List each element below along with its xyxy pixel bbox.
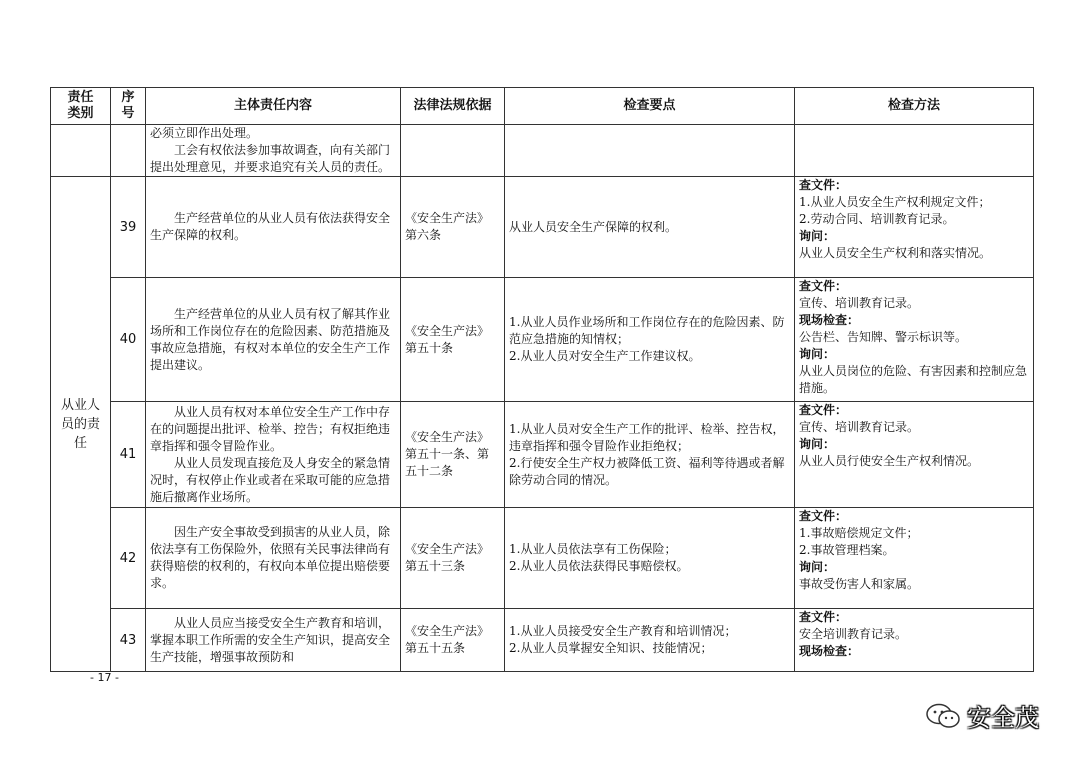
- method-heading: 询问：: [799, 229, 836, 243]
- method-heading: 询问：: [799, 347, 836, 361]
- table-row: [51, 278, 1034, 402]
- method-line: 从业人员安全生产权利和落实情况。: [799, 246, 992, 260]
- continued-content-cell: [146, 125, 401, 177]
- points-cell-line: 1.从业人员对安全生产工作的批评、检举、控告权，违章指挥和强令冒险作业拒绝权；: [509, 421, 785, 453]
- method-line: 事故受伤害人和家属。: [799, 577, 920, 591]
- table-row: [51, 609, 1034, 672]
- points-cell-line: 2.从业人员依法获得民事赔偿权。: [509, 559, 689, 573]
- row-number: 41: [111, 402, 146, 508]
- header-category: 责任 类别: [51, 88, 111, 125]
- content-cell-line: 生产经营单位的从业人员有依法获得安全生产保障的权利。: [150, 211, 391, 242]
- row-number: 39: [111, 177, 146, 278]
- points-cell-line: 2.行使安全生产权力被降低工资、福利等待遇或者解除劳动合同的情况。: [509, 455, 785, 487]
- basis-cell: [401, 508, 505, 609]
- basis-cell-line: 《安全生产法》: [405, 430, 490, 444]
- watermark-text: 安全茂: [967, 704, 1039, 732]
- method-heading: 现场检查：: [799, 644, 860, 658]
- wechat-logo-icon: [925, 702, 961, 730]
- basis-cell-line: 《安全生产法》: [405, 542, 490, 556]
- method-cell: [795, 278, 1034, 402]
- basis-cell: [401, 609, 505, 672]
- table-row: [51, 177, 1034, 278]
- watermark: [925, 698, 1039, 733]
- method-line: 2.劳动合同、培训教育记录。: [799, 212, 955, 226]
- method-heading: 查文件：: [799, 509, 848, 523]
- basis-cell-line: 第五十一条、第五十二条: [405, 447, 490, 478]
- content-cell: [146, 508, 401, 609]
- method-heading: 现场检查：: [799, 313, 860, 327]
- method-line: 宣传、培训教育记录。: [799, 420, 920, 434]
- continued-content-line: 必须立即作出处理。: [150, 126, 259, 140]
- basis-cell: [401, 278, 505, 402]
- points-cell-line: 2.从业人员掌握安全知识、技能情况；: [509, 641, 713, 655]
- points-cell: [505, 177, 795, 278]
- category-cell: 从业人员的责任: [51, 177, 111, 672]
- responsibility-table: [50, 87, 1034, 672]
- method-line: 安全培训教育记录。: [799, 627, 908, 641]
- method-line: 公告栏、告知牌、警示标识等。: [799, 330, 968, 344]
- basis-cell-line: 第六条: [405, 228, 442, 242]
- points-cell-line: 1.从业人员接受安全生产教育和培训情况；: [509, 624, 737, 638]
- content-cell: [146, 177, 401, 278]
- page-number: - 17 -: [90, 671, 119, 684]
- row-number: 43: [111, 609, 146, 672]
- row-number: 40: [111, 278, 146, 402]
- method-line: 2.事故管理档案。: [799, 543, 895, 557]
- method-heading: 询问：: [799, 437, 836, 451]
- basis-cell-line: 《安全生产法》: [405, 624, 490, 638]
- points-cell-line: 从业人员安全生产保障的权利。: [509, 219, 678, 234]
- continued-content-line: 工会有权依法参加事故调查，向有关部门提出处理意见，并要求追究有关人员的责任。: [150, 143, 391, 174]
- header-basis: 法律法规依据: [401, 88, 505, 125]
- method-heading: 查文件：: [799, 178, 848, 192]
- method-line: 从业人员行使安全生产权利情况。: [799, 454, 980, 468]
- method-line: 从业人员岗位的危险、有害因素和控制应急措施。: [799, 364, 1028, 395]
- continued-basis-cell: [401, 125, 505, 177]
- content-cell-line: 因生产安全事故受到损害的从业人员，除依法享有工伤保险外，依照有关民事法律尚有获得赔偿的权利的，有权向本单位提出赔偿要求。: [150, 525, 391, 590]
- method-line: 1.事故赔偿规定文件；: [799, 526, 919, 540]
- basis-cell-line: 《安全生产法》: [405, 323, 490, 338]
- points-cell-line: 2.从业人员对安全生产工作建议权。: [509, 349, 701, 363]
- points-cell: [505, 402, 795, 508]
- content-cell-line: 从业人员应当接受安全生产教育和培训，掌握本职工作所需的安全生产知识，提高安全生产技能，增强事故预防和: [150, 615, 391, 664]
- method-cell: [795, 402, 1034, 508]
- continued-category-cell: [51, 125, 111, 177]
- method-line: 宣传、培训教育记录。: [799, 296, 920, 310]
- basis-cell-line: 第五十五条: [405, 641, 466, 655]
- method-cell: [795, 177, 1034, 278]
- method-heading: 查文件：: [799, 403, 848, 417]
- method-cell: [795, 508, 1034, 609]
- continued-points-cell: [505, 125, 795, 177]
- content-cell: [146, 278, 401, 402]
- basis-cell-line: 第五十条: [405, 340, 454, 355]
- content-cell: [146, 609, 401, 672]
- points-cell-line: 1.从业人员作业场所和工作岗位存在的危险因素、防范应急措施的知情权；: [509, 315, 785, 346]
- header-method: 检查方法: [795, 88, 1034, 125]
- continued-method-cell: [795, 125, 1034, 177]
- basis-cell-line: 第五十三条: [405, 559, 466, 573]
- continued-number-cell: [111, 125, 146, 177]
- header-content: 主体责任内容: [146, 88, 401, 125]
- content-cell-line: 从业人员发现直接危及人身安全的紧急情况时，有权停止作业或者在采取可能的应急措施后撤离作业场所。: [150, 455, 391, 504]
- method-heading: 询问：: [799, 560, 836, 574]
- points-cell: [505, 278, 795, 402]
- table-row: [51, 508, 1034, 609]
- method-cell: [795, 609, 1034, 672]
- basis-cell: [401, 177, 505, 278]
- continued-row: [51, 125, 1034, 177]
- points-cell-line: 1.从业人员依法享有工伤保险；: [509, 542, 677, 556]
- basis-cell-line: 《安全生产法》: [405, 211, 490, 225]
- method-line: 1.从业人员安全生产权利规定文件；: [799, 195, 991, 209]
- content-cell-line: 从业人员有权对本单位安全生产工作中存在的问题提出批评、检举、控告；有权拒绝违章指挥和强令冒险作业。: [150, 404, 391, 453]
- content-cell: [146, 402, 401, 508]
- table-header-row: [51, 88, 1034, 125]
- header-number: 序 号: [111, 88, 146, 125]
- table-row: [51, 402, 1034, 508]
- header-points: 检查要点: [505, 88, 795, 125]
- basis-cell: [401, 402, 505, 508]
- method-heading: 查文件：: [799, 610, 848, 624]
- points-cell: [505, 609, 795, 672]
- points-cell: [505, 508, 795, 609]
- content-cell-line: 生产经营单位的从业人员有权了解其作业场所和工作岗位存在的危险因素、防范措施及事故应急措施，有权对本单位的安全生产工作提出建议。: [150, 306, 391, 372]
- row-number: 42: [111, 508, 146, 609]
- method-heading: 查文件：: [799, 279, 848, 293]
